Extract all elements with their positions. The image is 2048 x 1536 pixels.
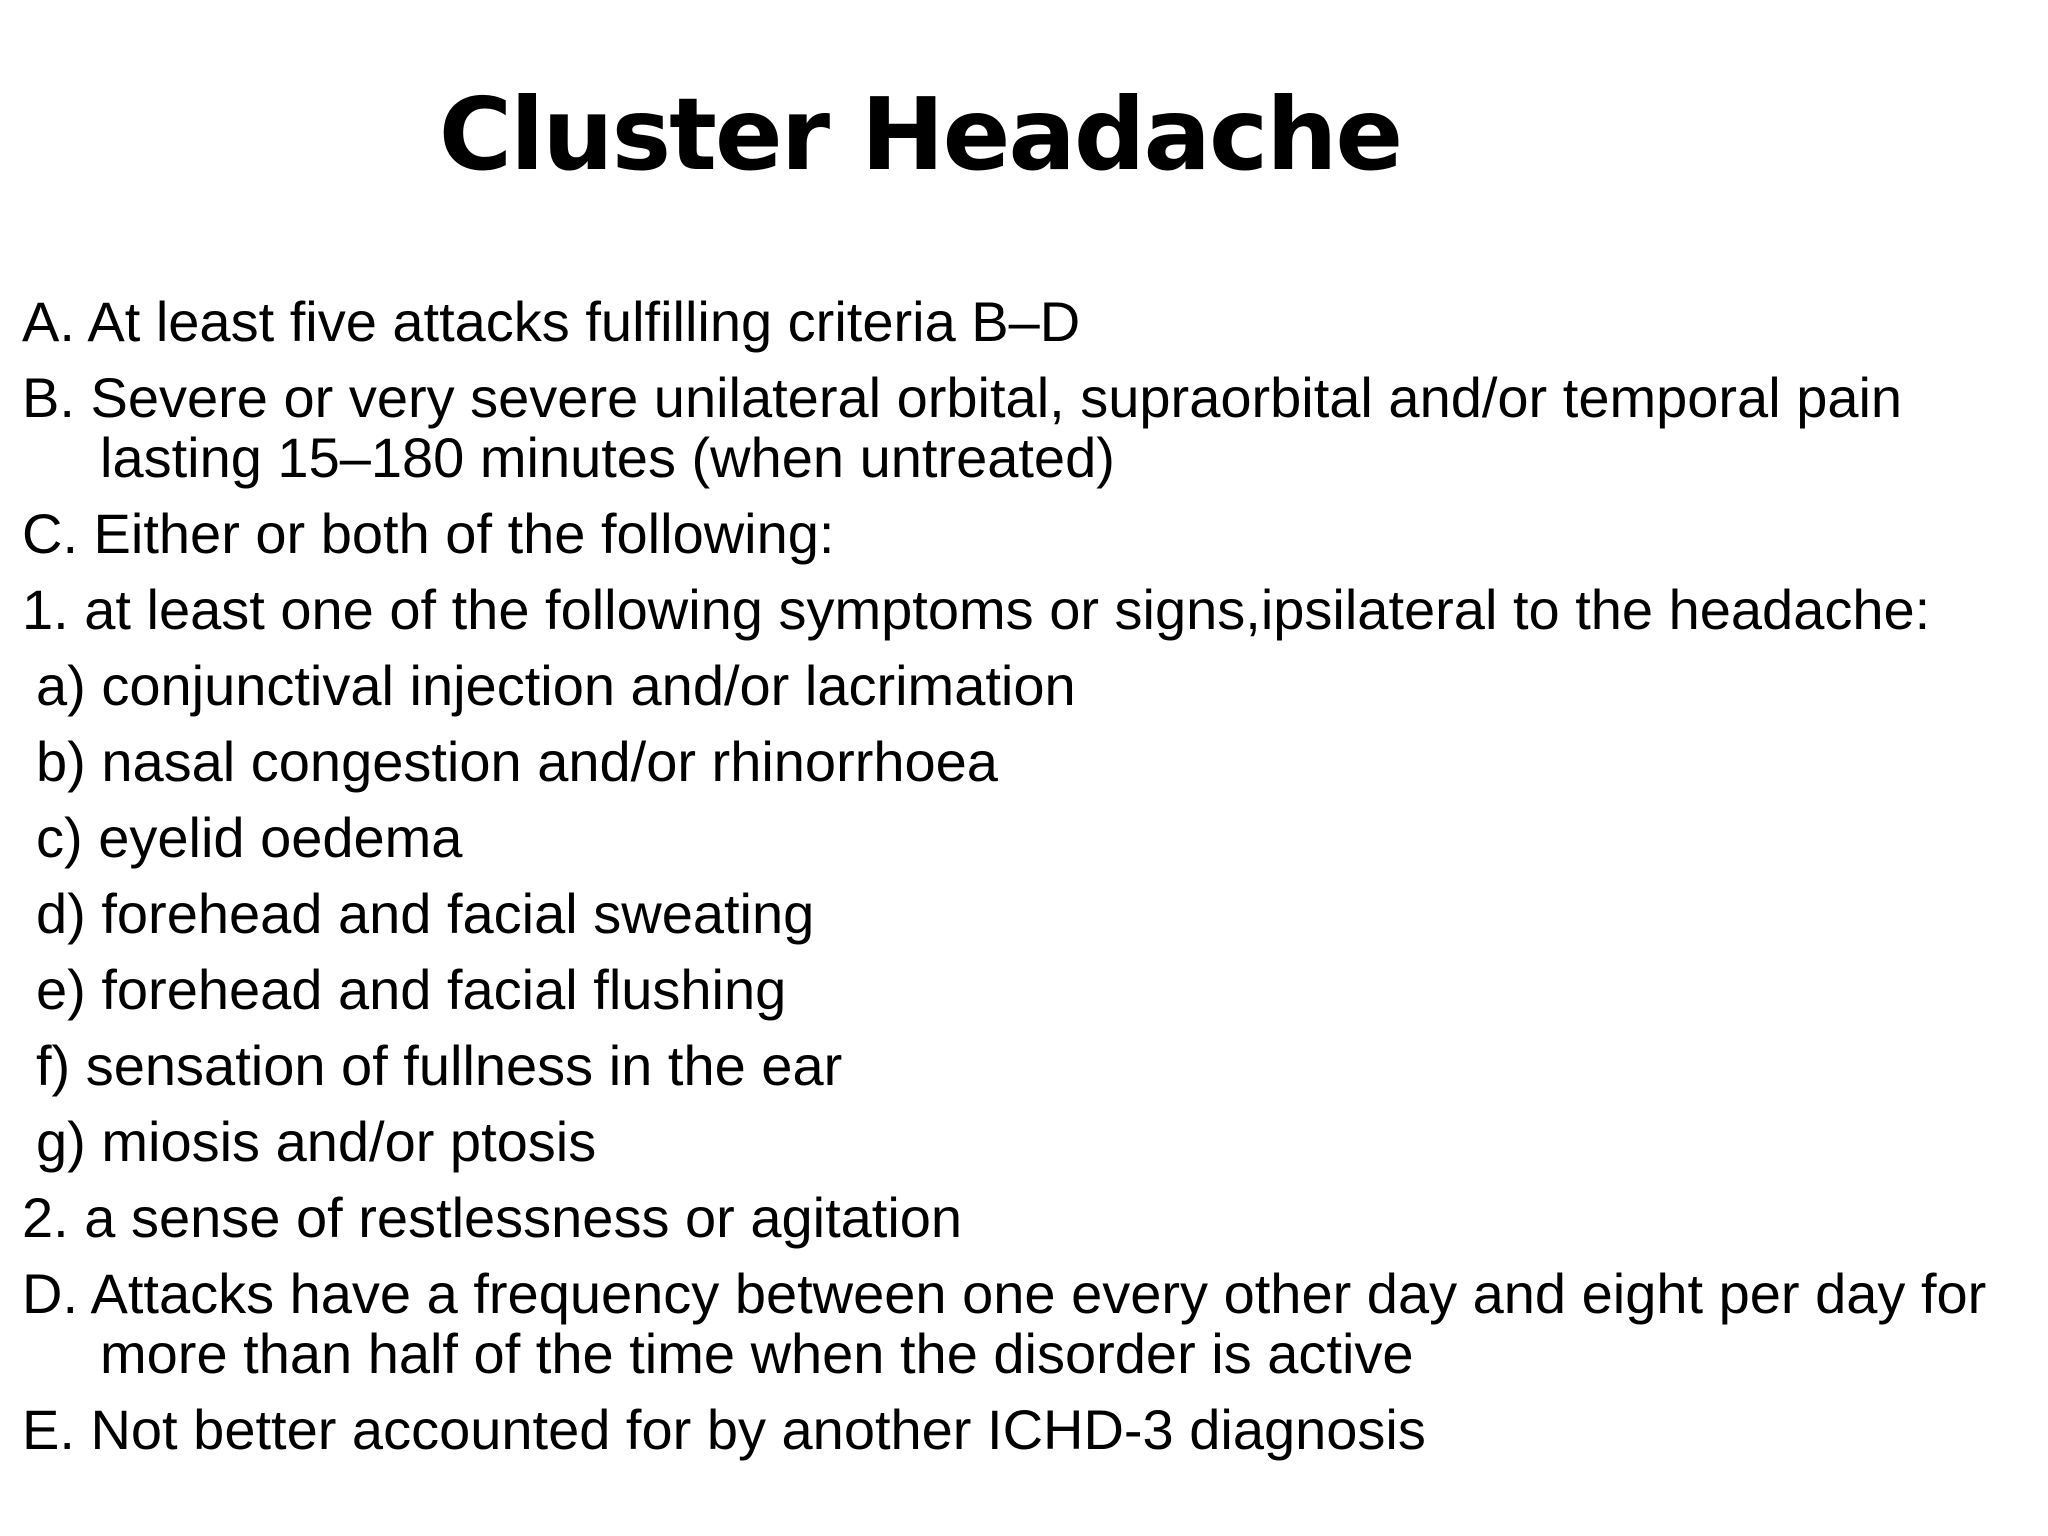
criterion-c1 bbox=[22, 580, 2042, 640]
criterion-c bbox=[22, 504, 2042, 564]
symptom-text: a) conjunctival injection and/or lacrimation bbox=[36, 654, 1076, 717]
criteria-list bbox=[22, 292, 2042, 1476]
criterion-text: D. Attacks have a frequency between one every other day and eight per day for bbox=[22, 1262, 1987, 1325]
symptom-text: d) forehead and facial sweating bbox=[36, 882, 815, 945]
symptom-text: f) sensation of fullness in the ear bbox=[36, 1034, 843, 1097]
criterion-b bbox=[22, 368, 2042, 488]
criterion-text: C. Either or both of the following: bbox=[22, 502, 835, 565]
criterion-text: A. At least five attacks fulfilling criteria B–D bbox=[22, 290, 1081, 353]
symptom-text: e) forehead and facial flushing bbox=[36, 958, 787, 1021]
criterion-text: B. Severe or very severe unilateral orbital, supraorbital and/or temporal pain bbox=[22, 366, 1903, 429]
symptom-item bbox=[22, 884, 2042, 944]
symptom-item bbox=[22, 960, 2042, 1020]
symptom-text: g) miosis and/or ptosis bbox=[36, 1110, 597, 1173]
criterion-text: 1. at least one of the following symptoms or signs,ipsilateral to the headache: bbox=[22, 578, 1931, 641]
criterion-e bbox=[22, 1400, 2042, 1460]
symptom-text: b) nasal congestion and/or rhinorrhoea bbox=[36, 730, 998, 793]
criterion-text: E. Not better accounted for by another ICHD-3 diagnosis bbox=[22, 1398, 1426, 1461]
slide-title: Cluster Headache bbox=[438, 76, 1402, 193]
criterion-a bbox=[22, 292, 2042, 352]
criterion-continuation: more than half of the time when the disorder is active bbox=[100, 1322, 1414, 1385]
symptom-item bbox=[22, 808, 2042, 868]
symptom-text: c) eyelid oedema bbox=[36, 806, 463, 869]
symptom-item bbox=[22, 1036, 2042, 1096]
symptom-item bbox=[22, 1112, 2042, 1172]
symptom-item bbox=[22, 732, 2042, 792]
criterion-c2 bbox=[22, 1188, 2042, 1248]
symptom-item bbox=[22, 656, 2042, 716]
criterion-d bbox=[22, 1264, 2042, 1384]
criterion-continuation: lasting 15–180 minutes (when untreated) bbox=[100, 426, 1115, 489]
criterion-text: 2. a sense of restlessness or agitation bbox=[22, 1186, 963, 1249]
